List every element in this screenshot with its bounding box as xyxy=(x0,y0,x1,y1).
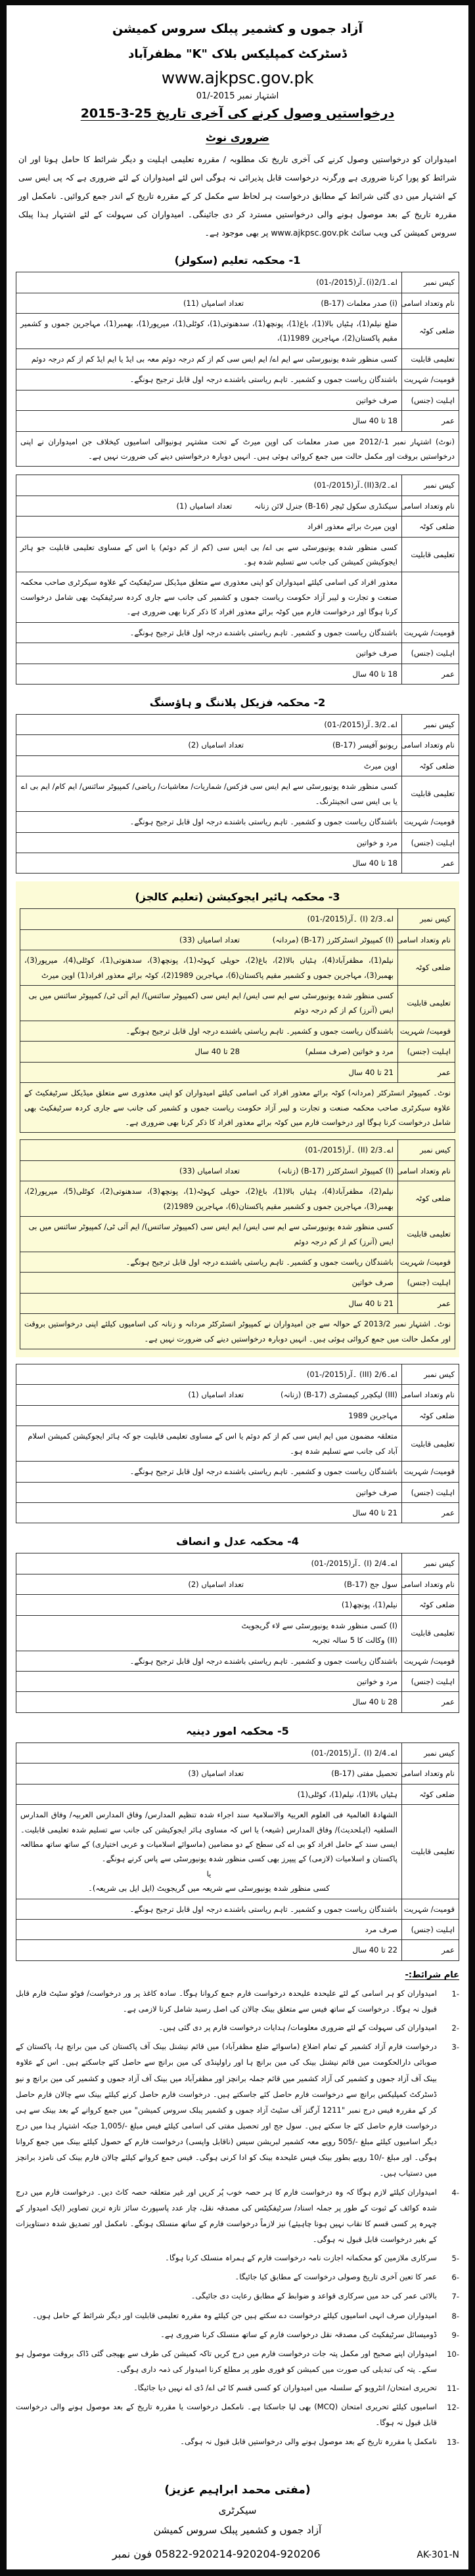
value-education: متعلقہ مضمون میں ایم ایس سی کم از کم دوئم یا اس کے مساوی تعلیمی قابلیت جو کہ ہائر ایجوکیشن کمیشن اسلام آباد کی جانب سے تسلیم شدہ ہو۔ xyxy=(16,1426,402,1462)
table-row xyxy=(16,293,459,313)
post-count: تعداد اسامیاں (33) xyxy=(179,1166,240,1175)
signature-block xyxy=(16,2483,459,2536)
table-row xyxy=(16,832,459,853)
table-row xyxy=(16,1364,459,1385)
table-row xyxy=(20,909,455,929)
table-row xyxy=(16,496,459,516)
label-nationality: قومیت/ شہریت xyxy=(402,1899,459,1919)
label-post-and-count: نام وتعداد اسامی xyxy=(398,929,455,950)
list-item xyxy=(16,2399,459,2430)
education-item: (II) وکالت کا 5 سالہ تجربہ xyxy=(312,1636,397,1645)
table-row xyxy=(16,1763,459,1784)
list-item xyxy=(16,2434,459,2450)
item-number: 9- xyxy=(451,2330,459,2340)
education-item: کسی منظور شدہ یونیورسٹی سے شریعہ میں گریجویٹ (ایل ایل بی شریعہ)۔ xyxy=(88,1884,330,1893)
table-row xyxy=(16,643,459,664)
education-item: (I) کسی منظور شدہ یونیورسٹی سے لاء گریجویٹ xyxy=(241,1620,397,1630)
post-note: نوٹ۔ کمپیوٹر انسٹرکٹر (مردانہ) کوٹہ برائے معذور افراد کی اسامی کیلئے امیدواران کو اپنی معذوری سے متعلق میڈیکل سرٹیفکیٹ کے علاوہ سیکرٹری صاحب محکمہ صنعت و تجارت و لیبر آزاد حکومت ریاست جموں و کشمیر کی جانب سے جاری کردہ سرٹیفکیٹ بھی شامل درخواست کرنا ہوگا اور درخواست فارم میں کوٹہ برائے معذور افراد کا ذکر کرنا بھی ضروری ہے۔ xyxy=(20,1083,455,1133)
list-item xyxy=(16,2308,459,2324)
value-age: 18 تا 40 سال xyxy=(16,664,402,684)
label-post-and-count: نام وتعداد اسامی xyxy=(402,1763,459,1784)
important-note-title: ضروری نوٹ xyxy=(206,131,269,144)
item-text: امیدواران کو ہر اسامی کے لئے علیحدہ علیحدہ درخواست فارم جمع کروانا ہوگا۔ سادہ کاغذ پر ور درخواست/ فوٹو سٹیٹ فارم قابل قبول نہ ہوگا۔ درخواست کے ساتھ فیس سے متعلق بینک چالان کی اصل رسید شامل کرنا لازمی ہے۔ xyxy=(16,1988,437,2014)
label-gender: اہلیت (جنس) xyxy=(398,1042,455,1062)
footer-line xyxy=(16,2548,459,2560)
table-row xyxy=(16,537,459,572)
label-nationality: قومیت/ شہریت xyxy=(398,1252,455,1272)
value-case-no: اے۔2/4 (I) ۔آر(2015/-01) xyxy=(16,1553,402,1574)
important-note-block xyxy=(16,131,459,243)
item-text: امیدواران اپنے صحیح اور مکمل پتہ جات درخواست فارم میں درج کریں تاکہ کمیشن کی طرف سے بھیجی گئی ڈاک بروقت موصول ہو سکے۔ پتہ کی تبدیلی کی صورت میں کمیشن کو فوری طور پر مطلع کرنا امیدوار کی ذمہ داری ہوگی۔ xyxy=(16,2348,437,2374)
table-row-note xyxy=(20,1314,455,1349)
value-gender: صرف خواتین xyxy=(16,390,402,410)
gender-age-note: 28 تا 40 سال xyxy=(194,1047,240,1057)
gender-text: مرد و خواتین (صرف مسلم) xyxy=(305,1047,394,1057)
table-row xyxy=(16,1940,459,1960)
general-conditions-title: عام شرائط:- xyxy=(405,1970,459,1980)
value-gender: صرف خواتین xyxy=(16,1482,402,1502)
label-district-quota: ضلعی کوٹہ xyxy=(402,517,459,537)
label-education: تعلیمی قابلیت xyxy=(402,1805,459,1899)
table-row-note xyxy=(16,431,459,467)
label-gender: اہلیت (جنس) xyxy=(402,1671,459,1691)
commission-name: آزاد جموں و کشمیر پبلک سروس کمیشن xyxy=(112,22,363,36)
value-age: 18 تا 40 سال xyxy=(16,411,402,431)
reference-code: AK-301-N xyxy=(417,2549,459,2560)
post-name: (I) کمپیوٹر انسٹرکٹرز (B-17) (زنانہ) xyxy=(278,1166,394,1175)
item-number: 7- xyxy=(451,2292,459,2302)
contact-phone xyxy=(16,2548,417,2560)
education-or: یا xyxy=(206,1869,212,1878)
table-row xyxy=(16,475,459,496)
value-education: کسی منظور شدہ یونیورسٹی سے ایم اے/ ایم ایس سی کم از کم درجہ دوئم معہ بی ایڈ یا ایم ایڈ کم از کم درجہ دوئم xyxy=(16,348,402,369)
value-nationality: باشندگان ریاست جموں و کشمیر۔ تاہم ریاستی باشندے درجہ اول قابل ترجیح ہونگے۔ xyxy=(20,1252,398,1272)
job-table-2-1 xyxy=(16,714,459,874)
label-post-and-count: نام وتعداد اسامی xyxy=(402,1385,459,1405)
list-item xyxy=(16,2184,459,2248)
department-section-3 xyxy=(16,881,459,1357)
label-case-no: کیس نمبر xyxy=(402,1364,459,1385)
table-row xyxy=(20,1140,455,1160)
post-count: تعداد اسامیاں (2) xyxy=(188,740,244,750)
phone-label: فون نمبر xyxy=(112,2547,152,2560)
table-row xyxy=(16,517,459,537)
table-row xyxy=(16,812,459,832)
label-education-extra xyxy=(402,572,459,622)
item-text: اسامیوں کیلئے تحریری امتحان (MCQ) بھی لیا جاسکتا ہے۔ نامکمل درخواست یا مقررہ تاریخ کے بعد موصول ہونے والی درخواست قابل قبول نہ ہوگا۔ xyxy=(16,2402,438,2428)
label-post-and-count: نام وتعداد اسامی xyxy=(402,1574,459,1594)
label-nationality: قومیت/ شہریت xyxy=(402,622,459,643)
value-nationality: باشندگان ریاست جموں و کشمیر۔ تاہم ریاستی باشندے درجہ اول قابل ترجیح ہونگے۔ xyxy=(16,370,402,390)
label-case-no: کیس نمبر xyxy=(402,272,459,293)
label-age: عمر xyxy=(402,1503,459,1523)
value-post-and-count xyxy=(16,496,402,516)
table-row xyxy=(16,390,459,410)
table-row xyxy=(16,272,459,293)
item-number: 8- xyxy=(451,2311,459,2321)
label-post-and-count: نام وتعداد اسامی xyxy=(402,293,459,313)
value-age: 28 تا 40 سال xyxy=(16,1692,402,1712)
value-gender: مرد و خواتین xyxy=(16,1671,402,1691)
label-nationality: قومیت/ شہریت xyxy=(402,370,459,390)
job-table-5-1 xyxy=(16,1742,459,1961)
post-count: تعداد اسامیاں (11) xyxy=(183,298,244,308)
document-header xyxy=(16,20,459,121)
label-gender: اہلیت (جنس) xyxy=(402,1482,459,1502)
table-row xyxy=(16,1784,459,1804)
item-text: نامکمل یا مقررہ تاریخ کے بعد موصول ہونے والی درخواستیں قابل قبول نہ ہوگی۔ xyxy=(180,2436,437,2446)
table-row xyxy=(16,1482,459,1502)
important-note-body xyxy=(16,150,459,243)
label-education: تعلیمی قابلیت xyxy=(402,776,459,812)
value-case-no: اے۔3/2(II)۔آر(2015/-01) xyxy=(16,475,402,496)
table-row xyxy=(16,1899,459,1919)
table-row xyxy=(16,735,459,755)
label-education: تعلیمی قابلیت xyxy=(402,1615,459,1651)
table-row xyxy=(16,1553,459,1574)
table-row xyxy=(20,950,455,986)
value-post-and-count xyxy=(16,735,402,755)
department-title-5: محکمہ امور دینیہ xyxy=(186,1724,274,1737)
department-number-2: 2- xyxy=(313,696,326,709)
commission-address: ڈسٹرکٹ کمپلیکس بلاک "K" مظفرآباد xyxy=(128,47,347,61)
post-count: تعداد اسامیاں (1) xyxy=(176,501,233,511)
item-number: 1- xyxy=(451,1989,459,1998)
value-case-no: اے۔2/6 (III) ۔آر(2015/-01) xyxy=(16,1364,402,1385)
value-post-and-count xyxy=(16,293,402,313)
table-row xyxy=(16,348,459,369)
label-case-no: کیس نمبر xyxy=(402,475,459,496)
item-number: 10- xyxy=(447,2349,459,2359)
table-row xyxy=(16,1462,459,1482)
phone-number: 05822-920214-920204-920206 xyxy=(155,2547,321,2560)
table-row xyxy=(16,1920,459,1940)
department-heading-3 xyxy=(20,891,455,903)
post-name: سیکنڈری سکول ٹیچر (B-16) جنرل لائن زنانہ xyxy=(254,501,397,511)
signatory-role: سیکرٹری xyxy=(218,2504,257,2516)
table-row xyxy=(16,1426,459,1462)
department-section-5 xyxy=(16,1725,459,1961)
item-number: 5- xyxy=(451,2254,459,2264)
post-count: تعداد اسامیاں (2) xyxy=(188,1579,244,1589)
value-education-extra: معذور افراد کی اسامی کیلئے امیدواران کو اپنی معذوری سے متعلق میڈیکل سرٹیفکیٹ کے علاوہ سیکرٹری صاحب محکمہ صنعت و تجارت و لیبر آزاد حکومت ریاست جموں و کشمیر کی جانب سے جاری کردہ سرٹیفکیٹ بھی شامل درخواست کرنا ہوگا اور درخواست فارم میں کوٹہ برائے معذور افراد کا ذکر کرنا بھی ضروری ہے۔ xyxy=(16,572,402,622)
label-gender: اہلیت (جنس) xyxy=(402,1920,459,1940)
post-count: تعداد اسامیاں (3) xyxy=(188,1769,244,1779)
table-row xyxy=(16,1503,459,1523)
post-note: نوٹ۔ اشتہار نمبر 2013/2 کے حوالہ سے جن امیدواران نے کمپیوٹر انسٹرکٹر مردانہ و زنانہ کی اسامیوں کیلئے اپنی درخواستیں بروقت اور مکمل حالت میں جمع کروائی ہوئی ہیں۔ انہیں دوبارہ درخواستیں دینے کی ضرورت نہیں ہے۔ xyxy=(20,1314,455,1349)
value-post-and-count xyxy=(16,1763,402,1784)
list-item xyxy=(16,2038,459,2181)
table-row xyxy=(16,1692,459,1712)
table-row xyxy=(16,1742,459,1763)
label-nationality: قومیت/ شہریت xyxy=(402,812,459,832)
value-district-quota: نیلم(1)، پونچھ(1) xyxy=(16,1595,402,1615)
value-education: کسی منظور شدہ یونیورسٹی سے ایم سی ایس/ ایم ایس سی (کمپیوٹر سائنس)/ ایم آئی ٹی/ کمپیوٹر سائنس میں بی ایس (آنرز) کم از کم درجہ دوئم xyxy=(20,986,398,1021)
important-note-tail: پر بھی موجود ہے۔ xyxy=(204,228,271,238)
label-education: تعلیمی قابلیت xyxy=(398,986,455,1021)
post-name: ریونیو آفیسر (B-17) xyxy=(332,740,397,750)
label-education: تعلیمی قابلیت xyxy=(402,537,459,572)
value-district-quota: نیلم(1)، مظفرآباد(4)، ہٹیاں بالا(2)، باغ(2)، حویلی کہوٹہ(1)، پونچھ(3)، سدھنوتی(1)، کوٹلی(4)، میرپور(3)، بھمبر(3)، مہاجرین جموں و کشمیر مقیم پاکستان(6)، مہاجرین 1989(2)، کوٹہ برائے معذور افراد(1) اوپن میرٹ xyxy=(20,950,398,986)
label-district-quota: ضلعی کوٹہ xyxy=(398,950,455,986)
value-district-quota: نیلم(2)، مظفرآباد(4)، ہٹیاں بالا(1)، باغ(2)، حویلی کہوٹہ(1)، پونچھ(3)، سدھنوتی(2)، کوٹلی(5)، میرپور(2)، بھمبر(3)، مہاجرین جموں و کشمیر مقیم پاکستان(6)، مہاجرین 1989(2) xyxy=(20,1181,398,1217)
post-name: (i) صدر معلمات (B-17) xyxy=(321,298,397,308)
item-text: تحریری امتحان/ انٹرویو کے سلسلہ میں امیدواران کو کسی قسم کا ٹی اے/ ڈی اے نہیں دیا جائیگا۔ xyxy=(133,2383,437,2393)
value-education: کسی منظور شدہ یونیورسٹی سے ایم ایس سی فزکس/ شماریات/ معاشیات/ ریاضی/ کمپیوٹر سائنس/ ایم کام/ ایم بی اے یا بی ایس سی انجینئرنگ۔ xyxy=(16,776,402,812)
table-row xyxy=(16,664,459,684)
department-heading-4 xyxy=(16,1535,459,1548)
label-gender: اہلیت (جنس) xyxy=(402,643,459,664)
value-gender: صرف خواتین xyxy=(20,1273,398,1293)
table-row xyxy=(16,1385,459,1405)
important-note-text: امیدواران کو درخواستیں وصول کرنے کی آخری تاریخ تک مطلوبہ / مقررہ تعلیمی اہلیت و دیگر شرائط کا حامل ہونا اور ان شرائط کو پورا کرنا ضروری ہے ورگرنہ درخواست قابل پذیرائی نہ ہوگی اس لئے امیدواران کے لئے ضروری ہے کہ پی ایس سی کے اشتہار میں دی گئی شرائط کے مطابق درخواست ہر لحاظ سے مکمل کر کے مقررہ تاریخ کے اندر جمع کروائیں۔ نامکمل اور مقررہ تاریخ کے بعد موصول ہونے والی درخواستیں مسترد کر دی جائینگی۔ امیدواران کی سہولت کے لئے اشتہار ہذا پبلک سروس کمیشن کی ویب سائٹ xyxy=(18,154,457,238)
value-nationality: باشندگان ریاست جموں و کشمیر۔ تاہم ریاستی باشندے درجہ اول قابل ترجیح ہونگے۔ xyxy=(16,622,402,643)
table-row xyxy=(20,1062,455,1082)
table-row xyxy=(16,572,459,622)
job-table-1-2 xyxy=(16,475,459,685)
job-table-3-2 xyxy=(20,1139,455,1349)
item-number: 12- xyxy=(447,2403,459,2413)
value-nationality: باشندگان ریاست جموں و کشمیر۔ تاہم ریاستی باشندے درجہ اول قابل ترجیح ہونگے۔ xyxy=(20,1021,398,1041)
value-district-quota: اوپن میرٹ xyxy=(16,755,402,776)
commission-website[interactable]: www.ajkpsc.gov.pk xyxy=(161,68,314,87)
item-number: 3- xyxy=(451,2042,459,2052)
list-item xyxy=(16,2327,459,2343)
label-case-no: کیس نمبر xyxy=(402,1553,459,1574)
post-name: تحصیل مفتی (B-17) xyxy=(331,1769,397,1779)
label-nationality: قومیت/ شہریت xyxy=(398,1021,455,1041)
application-deadline: درخواستیں وصول کرنے کی آخری تاریخ 25-3-2015 xyxy=(80,106,395,121)
table-row xyxy=(20,1042,455,1062)
label-case-no: کیس نمبر xyxy=(398,909,455,929)
value-district-quota: ہٹیاں بالا(1)، نیلم(1)، کوٹلی(1) xyxy=(16,1784,402,1804)
label-age: عمر xyxy=(402,411,459,431)
table-row xyxy=(16,853,459,873)
item-number: 13- xyxy=(447,2437,459,2447)
item-number: 4- xyxy=(451,2187,459,2197)
department-heading-1 xyxy=(16,254,459,266)
advertisement-sheet xyxy=(7,5,468,2569)
value-education: کسی منظور شدہ یونیورسٹی سے بی اے/ بی ایس سی (کم از کم دوئم) یا اس کے مساوی تعلیمی قابلیت جو ہائر ایجوکیشن کمیشن کی جانب سے تسلیم شدہ ہو۔ xyxy=(16,537,402,572)
label-district-quota: ضلعی کوٹہ xyxy=(402,1595,459,1615)
table-row xyxy=(20,1160,455,1181)
table-row xyxy=(16,1574,459,1594)
list-item xyxy=(16,1985,459,2017)
list-item xyxy=(16,2250,459,2266)
list-item xyxy=(16,2269,459,2285)
item-text: عمر کا تعین آخری تاریخ وصولی درخواست کے مطابق کیا جائیگا۔ xyxy=(235,2272,437,2282)
department-title-1: محکمہ تعلیم (سکولز) xyxy=(174,254,285,267)
label-district-quota: ضلعی کوٹہ xyxy=(402,313,459,348)
post-note: (نوٹ) اشتہار نمبر 1-/2012 میں صدر معلمات کی اوپن میرٹ کے تحت مشتہر ہونیوالی اسامیوں کیخلاف جن امیدواران نے اپنی درخواستیں بروقت اور مکمل حالت میں جمع کروائی ہوئی ہیں۔ انہیں دوبارہ درخواستیں دینے کی ضرورت نہیں ہے۔ xyxy=(16,431,459,467)
department-section-4 xyxy=(16,1535,459,1712)
label-nationality: قومیت/ شہریت xyxy=(402,1462,459,1482)
item-text: امیدواران صرف انہی اسامیوں کیلئے درخواست دے سکتے ہیں جن کیلئے وہ مقررہ تعلیمی قابلیت اور دیگر شرائط کے حامل ہوں۔ xyxy=(32,2310,437,2320)
value-post-and-count xyxy=(20,929,398,950)
label-district-quota: ضلعی کوٹہ xyxy=(402,1405,459,1425)
post-name: (III) لیکچرر کیمسٹری (B-17) (زنانہ) xyxy=(281,1390,397,1400)
signatory-organization: آزاد جموں و کشمیر پبلک سروس کمیشن xyxy=(153,2523,322,2536)
label-gender: اہلیت (جنس) xyxy=(402,832,459,853)
item-number: 11- xyxy=(447,2384,459,2394)
value-education: کسی منظور شدہ یونیورسٹی سے ایم سی ایس/ ایم ایس سی (کمپیوٹر سائنس)/ ایم آئی ٹی/ کمپیوٹر سائنس میں بی ایس (آنرز) کم از کم درجہ دوئم xyxy=(20,1217,398,1252)
list-item xyxy=(16,2380,459,2396)
item-text: درخواست فارم آزاد کشمیر کے تمام اضلاع (ماسوائے ضلع مظفرآباد) میں قائم نیشنل بینک آف پاکستان کی مین برانچ ہا، پاکستان کے صوبائی دارالحکومت میں قائم نیشنل بینک کی مین برانچ ہا اور راولپنڈی کی مین برانچ سے حاصل کئے جاسکتے ہیں۔ اس کے علاوہ بینک آف آزاد جموں و کشمیر کی آزاد کشمیر میں قائم جملہ برانچز اور مظفرآباد میں بینک آف آزاد جموں و کشمیر کی مین برانچ و نیو ڈسٹرکٹ کمپلیکس برانچ سے درخواست فارم حاصل کئے جاسکتے ہیں۔ درخواست فارم حاصل کرنے کیلئے بینک سے چالان فارم حاصل کر کے مقررہ فیس درج نمبر "1211 آرگنز آف سٹیٹ آزاد جموں و کشمیر پبلک سروس کمیشن" میں جمع کروانے کے بعد بینک سے ہی درخواست فارم حاصل کئے جا سکتے ہیں۔ سول جج اور تحصیل مفتی کی اسامی کیلئے فیس مبلغ -/1,005 جبکہ اشتہار ہذا میں درج دیگر اسامیوں کیلئے مبلغ -/505 روپے معہ کشمیر لبریشن سیس (ناقابل واپسی) درخواست فارم کے حصول کیلئے بینک میں جمع کروانا ہوگی۔ اور مبلغ -/10 روپے بطور بینک فیس علیحدہ بینک کو ادا کرنی ہوگی۔ فیس جمع کروانے کیلئے چالان فارم بینک کی نامزد برانچز میں دستیاب ہیں۔ xyxy=(16,2042,438,2178)
job-table-3-3 xyxy=(16,1364,459,1523)
label-district-quota: ضلعی کوٹہ xyxy=(402,755,459,776)
item-text: امیدواران کی سہولت کے لئے ضروری معلومات/ ہدایات درخواست فارم پر دی گئی ہیں۔ xyxy=(158,2023,437,2033)
post-count: تعداد اسامیاں (1) xyxy=(188,1390,244,1400)
table-row xyxy=(16,714,459,734)
value-education-list xyxy=(16,1805,402,1899)
table-row xyxy=(16,776,459,812)
important-note-url[interactable]: www.ajkpsc.gov.pk xyxy=(271,228,349,238)
department-title-3: محکمہ ہائیر ایجوکیشن (تعلیم کالجز) xyxy=(135,891,325,904)
label-case-no: کیس نمبر xyxy=(398,1140,455,1160)
table-row-note xyxy=(20,1083,455,1133)
label-gender: اہلیت (جنس) xyxy=(398,1273,455,1293)
value-post-and-count xyxy=(16,1385,402,1405)
table-row xyxy=(16,411,459,431)
table-row xyxy=(20,986,455,1021)
table-row xyxy=(20,1021,455,1041)
label-case-no: کیس نمبر xyxy=(402,1742,459,1763)
value-nationality: باشندگان ریاست جموں و کشمیر۔ تاہم ریاستی باشندے درجہ اول قابل ترجیح ہونگے۔ xyxy=(16,812,402,832)
value-age: 22 تا 40 سال xyxy=(16,1940,402,1960)
department-number-1: 1- xyxy=(288,254,301,267)
value-post-and-count xyxy=(16,1574,402,1594)
value-nationality: باشندگان ریاست جموں و کشمیر۔ تاہم ریاستی باشندے درجہ اول قابل ترجیح ہونگے۔ xyxy=(16,1462,402,1482)
table-row xyxy=(16,1595,459,1615)
value-gender: مرد و خواتین xyxy=(16,832,402,853)
label-post-and-count: نام وتعداد اسامی xyxy=(398,1160,455,1181)
label-age: عمر xyxy=(402,1940,459,1960)
value-case-no: اے۔2/3 (I) ۔آر(2015/-01) xyxy=(20,909,398,929)
item-text: سرکاری ملازمین کو محکمانہ اجازت نامہ درخواست فارم کے ہمراہ منسلک کرنا ہوگا۔ xyxy=(165,2253,437,2263)
label-age: عمر xyxy=(402,664,459,684)
value-district-quota: اوپن میرٹ برائے معذور افراد xyxy=(16,517,402,537)
table-row xyxy=(16,1615,459,1651)
department-number-4: 4- xyxy=(287,1535,299,1548)
department-heading-2 xyxy=(16,696,459,709)
label-post-and-count: نام وتعداد اسامی xyxy=(402,735,459,755)
table-row xyxy=(20,1181,455,1217)
value-gender: صرف مرد xyxy=(16,1920,402,1940)
label-age: عمر xyxy=(402,1692,459,1712)
department-title-4: محکمہ عدل و انصاف xyxy=(176,1535,284,1548)
label-nationality: قومیت/ شہریت xyxy=(402,1651,459,1671)
value-district-quota: ضلع نیلم(1)، ہٹیاں بالا(1)، باغ(1)، پونچھ(1)، سدھنوتی(1)، کوٹلی(1)، میرپور(1)، بھمبر(1)، مہاجرین جموں و کشمیر مقیم پاکستان(2)، مہاجرین 1989(1)، xyxy=(16,313,402,348)
list-item xyxy=(16,2346,459,2377)
value-age: 18 تا 40 سال xyxy=(16,853,402,873)
table-row xyxy=(16,370,459,390)
item-text: بالائی عمر کی حد میں سرکاری قواعد و ضوابط کے مطابق رعایت دی جائیگی۔ xyxy=(191,2291,437,2301)
value-gender: صرف خواتین xyxy=(16,643,402,664)
job-table-1-1 xyxy=(16,272,459,467)
department-title-2: محکمہ فزیکل پلاننگ و ہاؤسنگ xyxy=(149,696,310,709)
table-row xyxy=(16,1805,459,1899)
value-case-no: اے۔3/2۔آر(2015/-01) xyxy=(16,714,402,734)
post-name: سول جج (B-17) xyxy=(344,1579,397,1589)
table-row xyxy=(16,313,459,348)
department-section-2 xyxy=(16,696,459,874)
item-text: امیدواران کیلئے لازم ہوگا کہ وہ درخواست فارم کا ہر حصہ خوب پُر کریں اور غیر متعلقہ حصہ کاٹ دیں۔ درخواست فارم میں درج شدہ کوائف کے ثبوت کے طور پر جملہ اسناد/ سرٹیفکیٹس کی مصدقہ نقل، چار عدد پاسپورٹ سائز تازہ ترین تصاویر (ایک امیدوار کے چہرہ پر کسی قسم کا نقاب نہیں ہونا چاہیئے) نیز لازماً درخواست فارم کے ساتھ منسلک ہونگے۔ نامکمل اور تصدیق شدہ دستاویزات کے بغیر درخواست قابل قبول نہ ہوگی۔ xyxy=(16,2187,438,2244)
label-age: عمر xyxy=(398,1062,455,1082)
item-number: 6- xyxy=(451,2273,459,2283)
list-item xyxy=(16,2019,459,2036)
label-district-quota: ضلعی کوٹہ xyxy=(398,1181,455,1217)
department-number-3: 3- xyxy=(328,891,340,904)
table-row xyxy=(20,1273,455,1293)
department-number-5: 5- xyxy=(277,1724,289,1737)
label-gender: اہلیت (جنس) xyxy=(402,390,459,410)
table-row xyxy=(16,622,459,643)
label-education: تعلیمی قابلیت xyxy=(398,1217,455,1252)
label-age: عمر xyxy=(402,853,459,873)
general-conditions-block xyxy=(16,1970,459,2450)
label-district-quota: ضلعی کوٹہ xyxy=(402,1784,459,1804)
post-name: (I) کمپیوٹر انسٹرکٹرز (B-17) (مردانہ) xyxy=(272,935,394,944)
table-row xyxy=(20,1252,455,1272)
table-row xyxy=(16,755,459,776)
value-age: 21 تا 40 سال xyxy=(20,1062,398,1082)
post-count: تعداد اسامیاں (33) xyxy=(179,935,240,944)
value-case-no: اے۔2/3 (II) ۔آر(2015/-01) xyxy=(20,1140,398,1160)
table-row xyxy=(20,929,455,950)
value-nationality: باشندگان ریاست جموں و کشمیر۔ تاہم ریاستی باشندے درجہ اول قابل ترجیح ہونگے۔ xyxy=(16,1899,402,1919)
label-case-no: کیس نمبر xyxy=(402,714,459,734)
label-age: عمر xyxy=(398,1293,455,1313)
job-table-3-1 xyxy=(20,908,455,1133)
table-row xyxy=(20,1293,455,1313)
value-district-quota: مہاجرین 1989 xyxy=(16,1405,402,1425)
general-conditions-list xyxy=(16,1985,459,2450)
value-age: 21 تا 40 سال xyxy=(16,1503,402,1523)
education-item: الشھادۃ العالمیۃ فی العلوم العربیۃ والاسلامیۃ سند اجراء شدہ تنظیم المدارس/ وفاق المدارس العربیہ/ وفاق المدارس السلفیہ (اہلحدیث)/ وفاق المدارس (شیعہ) یا اس کہ مساوی ہائر ایجوکیشن کی جانب سے تسلیم شدہ تعلیمی قابلیت۔ ایسی سند کے حامل افراد کو بی اے کی سطح کے دو مضامین (ماسوائے اسلامیات و عربی اختیاری) کے ساتھ ساتھ مطالعہ پاکستان و اسلامیات (لازمی) کے پیپرز بھی کسی منظور شدہ یونیورسٹی سے پاس کرنے ہونگے۔ xyxy=(20,1810,397,1864)
value-age: 21 تا 40 سال xyxy=(20,1293,398,1313)
table-row xyxy=(16,1405,459,1425)
job-table-4-1 xyxy=(16,1553,459,1712)
label-education: تعلیمی قابلیت xyxy=(402,348,459,369)
item-number: 2- xyxy=(451,2023,459,2033)
label-education: تعلیمی قابلیت xyxy=(402,1426,459,1462)
value-nationality: باشندگان ریاست جموں و کشمیر۔ تاہم ریاستی باشندے درجہ اول قابل ترجیح ہونگے۔ xyxy=(16,1651,402,1671)
value-gender xyxy=(20,1042,398,1062)
department-section-1 xyxy=(16,254,459,685)
value-case-no: اے۔2/1(i)۔آر(2015/-01) xyxy=(16,272,402,293)
table-row xyxy=(20,1217,455,1252)
table-row xyxy=(16,1671,459,1691)
advertisement-number: اشتہار نمبر 2015-/01 xyxy=(196,91,279,101)
signatory-name: (مفتی محمد ابراہیم عزیز) xyxy=(164,2483,311,2497)
table-row xyxy=(16,1651,459,1671)
value-education-list xyxy=(16,1615,402,1651)
department-heading-5 xyxy=(16,1725,459,1737)
list-item xyxy=(16,2288,459,2304)
value-post-and-count xyxy=(20,1160,398,1181)
item-text: ڈومیسائل سرٹیفکیٹ کی مصدقہ نقل درخواست فارم کے ساتھ منسلک کرنا ضروری ہے۔ xyxy=(160,2329,437,2339)
department-section-3b xyxy=(16,1364,459,1523)
label-post-and-count: نام وتعداد اسامی xyxy=(402,496,459,516)
value-case-no: اے۔2/4 (I) ۔آر(2015/-01) xyxy=(16,1742,402,1763)
